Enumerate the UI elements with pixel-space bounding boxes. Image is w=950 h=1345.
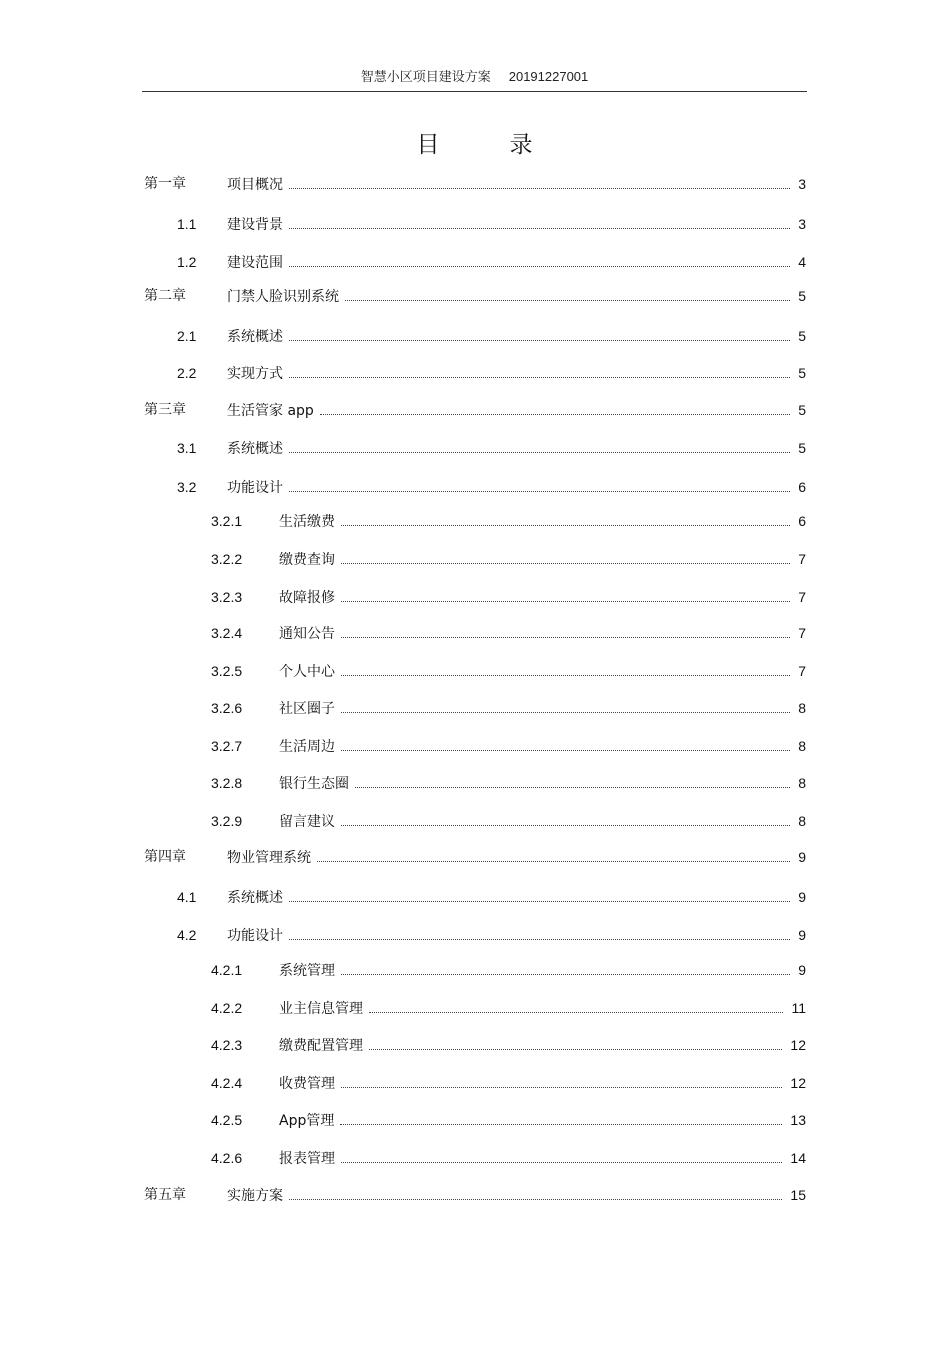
toc-entry[interactable] — [0, 660, 950, 682]
toc-page: 9 — [798, 849, 806, 865]
toc-page: 13 — [790, 1112, 806, 1128]
toc-number: 3.2.5 — [211, 663, 243, 679]
toc-page: 5 — [798, 328, 806, 344]
document-code: 20191227001 — [508, 69, 589, 84]
toc-entry[interactable] — [0, 1147, 950, 1169]
toc-leader — [289, 888, 790, 902]
toc-leader — [341, 1149, 782, 1163]
toc-number: 4.2.2 — [211, 1000, 243, 1016]
toc-number: 4.2 — [177, 927, 197, 943]
toc-number: 3.1 — [177, 440, 197, 456]
toc-text: 银行生态圈 — [279, 776, 349, 792]
toc-page: 3 — [798, 216, 806, 232]
toc-leader — [355, 774, 790, 788]
toc-entry[interactable] — [0, 213, 950, 235]
toc-page: 8 — [798, 738, 806, 754]
toc-entry[interactable] — [0, 997, 950, 1019]
toc-number: 第二章 — [144, 288, 186, 304]
toc-text: 系统概述 — [227, 441, 283, 457]
toc-entry[interactable] — [0, 810, 950, 832]
toc-number: 4.2.5 — [211, 1112, 243, 1128]
toc-entry[interactable] — [0, 924, 950, 946]
toc-number: 3.2.1 — [211, 513, 243, 529]
toc-page: 7 — [798, 589, 806, 605]
toc-page: 6 — [798, 513, 806, 529]
toc-leader — [341, 512, 790, 526]
toc-page: 11 — [791, 1000, 806, 1016]
toc-leader — [369, 1036, 782, 1050]
toc-number: 3.2.9 — [211, 813, 243, 829]
toc-entry[interactable] — [0, 1184, 950, 1206]
toc-leader — [341, 588, 790, 602]
toc-number: 4.1 — [177, 889, 197, 905]
toc-page: 8 — [798, 775, 806, 791]
toc-leader — [341, 699, 790, 713]
toc-leader — [341, 662, 790, 676]
toc-text: 生活缴费 — [279, 514, 335, 530]
toc-number: 3.2.7 — [211, 738, 243, 754]
toc-number: 1.2 — [177, 254, 197, 270]
toc-number: 3.2 — [177, 479, 197, 495]
toc-entry[interactable] — [0, 476, 950, 498]
toc-number: 4.2.4 — [211, 1075, 243, 1091]
toc-text: 建设背景 — [227, 217, 283, 233]
toc-text: 报表管理 — [279, 1151, 335, 1167]
toc-text: 收费管理 — [279, 1076, 335, 1092]
toc-number: 3.2.8 — [211, 775, 243, 791]
toc-entry[interactable] — [0, 1072, 950, 1094]
toc-text: 功能设计 — [227, 480, 283, 496]
toc-entry[interactable] — [0, 325, 950, 347]
toc-text: 功能设计 — [227, 928, 283, 944]
document-title: 智慧小区项目建设方案 — [360, 70, 491, 85]
toc-text: 故障报修 — [279, 590, 335, 606]
toc-leader — [289, 1186, 782, 1200]
toc-text: 实现方式 — [227, 366, 283, 382]
toc-leader — [289, 439, 790, 453]
toc-entry[interactable] — [0, 1109, 950, 1131]
toc-text: 项目概况 — [227, 177, 283, 193]
toc-entry[interactable] — [0, 586, 950, 608]
toc-entry[interactable] — [0, 697, 950, 719]
toc-leader — [289, 926, 790, 940]
toc-number: 4.2.3 — [211, 1037, 243, 1053]
toc-number: 2.2 — [177, 365, 197, 381]
toc-leader — [345, 287, 790, 301]
toc-entry[interactable] — [0, 959, 950, 981]
toc-leader — [320, 401, 790, 415]
toc-leader — [341, 737, 790, 751]
toc-entry[interactable] — [0, 437, 950, 459]
toc-entry[interactable] — [0, 362, 950, 384]
toc-page: 7 — [798, 551, 806, 567]
toc-entry[interactable] — [0, 173, 950, 195]
toc-text: 个人中心 — [279, 664, 335, 680]
toc-page: 9 — [798, 927, 806, 943]
toc-page: 7 — [798, 663, 806, 679]
toc-number: 第四章 — [144, 849, 186, 865]
toc-number: 1.1 — [177, 216, 197, 232]
toc-entry[interactable] — [0, 622, 950, 644]
toc-number: 第一章 — [144, 176, 186, 192]
toc-leader — [289, 327, 790, 341]
toc-number: 2.1 — [177, 328, 197, 344]
toc-text: 系统概述 — [227, 890, 283, 906]
toc-text: 缴费查询 — [279, 552, 335, 568]
toc-entry[interactable] — [0, 548, 950, 570]
toc-page: 15 — [790, 1187, 806, 1203]
toc-page: 14 — [790, 1150, 806, 1166]
toc-leader — [341, 812, 790, 826]
toc-text: 生活周边 — [279, 739, 335, 755]
toc-leader — [289, 478, 790, 492]
toc-page: 7 — [798, 625, 806, 641]
toc-page: 5 — [798, 440, 806, 456]
toc-leader — [369, 999, 783, 1013]
toc-text: 通知公告 — [279, 626, 335, 642]
toc-text: 门禁人脸识别系统 — [227, 289, 339, 305]
toc-entry[interactable] — [0, 399, 950, 421]
toc-number: 3.2.3 — [211, 589, 243, 605]
toc-text: 留言建议 — [279, 814, 335, 830]
toc-text: 系统概述 — [227, 329, 283, 345]
toc-leader — [340, 1111, 782, 1125]
toc-number: 3.2.2 — [211, 551, 243, 567]
toc-number: 第五章 — [144, 1187, 186, 1203]
toc-text: 业主信息管理 — [279, 1001, 363, 1017]
toc-page: 4 — [798, 254, 806, 270]
toc-page: 9 — [798, 889, 806, 905]
toc-text: 实施方案 — [227, 1188, 283, 1204]
toc-entry[interactable] — [0, 846, 950, 868]
toc-page: 9 — [798, 962, 806, 978]
toc-text: 社区圈子 — [279, 701, 335, 717]
toc-leader — [289, 215, 790, 229]
toc-text: 生活管家 app — [227, 403, 314, 419]
toc-leader — [341, 1074, 782, 1088]
toc-entry[interactable] — [0, 251, 950, 273]
toc-text: 缴费配置管理 — [279, 1038, 363, 1054]
toc-number: 4.2.1 — [211, 962, 243, 978]
toc-leader — [289, 175, 790, 189]
toc-entry[interactable] — [0, 285, 950, 307]
toc-leader — [317, 848, 790, 862]
toc-leader — [341, 550, 790, 564]
toc-number: 第三章 — [144, 402, 186, 418]
toc-page: 6 — [798, 479, 806, 495]
toc-entry[interactable] — [0, 1034, 950, 1056]
toc-page: 5 — [798, 365, 806, 381]
toc-entry[interactable] — [0, 886, 950, 908]
toc-entry[interactable] — [0, 510, 950, 532]
toc-text: 系统管理 — [279, 963, 335, 979]
toc-page: 8 — [798, 700, 806, 716]
toc-number: 3.2.4 — [211, 625, 243, 641]
toc-text: 物业管理系统 — [227, 850, 311, 866]
toc-number: 3.2.6 — [211, 700, 243, 716]
toc-entry[interactable] — [0, 735, 950, 757]
toc-page: 3 — [798, 176, 806, 192]
toc-text: 建设范围 — [227, 255, 283, 271]
toc-leader — [289, 253, 790, 267]
toc-leader — [341, 624, 790, 638]
toc-page: 12 — [790, 1075, 806, 1091]
toc-number: 4.2.6 — [211, 1150, 243, 1166]
toc-entry[interactable] — [0, 772, 950, 794]
toc-leader — [289, 364, 790, 378]
toc-page: 12 — [790, 1037, 806, 1053]
toc-page: 5 — [798, 288, 806, 304]
toc-leader — [341, 961, 790, 975]
toc-page: 5 — [798, 402, 806, 418]
toc-text: App管理 — [279, 1113, 335, 1129]
toc-title: 目录 — [416, 132, 603, 158]
toc-page: 8 — [798, 813, 806, 829]
